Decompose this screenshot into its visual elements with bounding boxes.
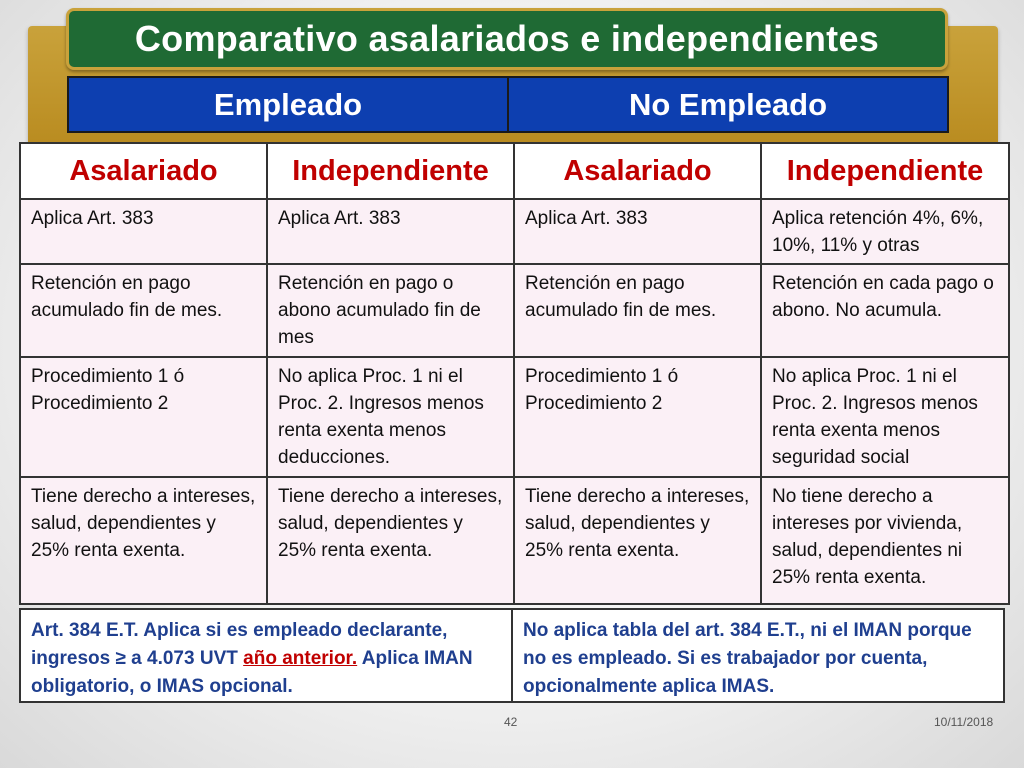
column-header-independiente-empleado: Independiente <box>267 143 514 199</box>
table-cell: No tiene derecho a intereses por vivienda, salud, dependientes ni 25% renta exenta. <box>761 477 1009 604</box>
page-number: 42 <box>504 715 518 729</box>
slide-date: 10/11/2018 <box>934 715 994 729</box>
table-cell: Aplica retención 4%, 6%, 10%, 11% y otras <box>761 199 1009 264</box>
table-row <box>20 199 1009 264</box>
table-cell: Retención en pago acumulado fin de mes. <box>20 264 267 357</box>
table-cell: Tiene derecho a intereses, salud, dependientes y 25% renta exenta. <box>20 477 267 604</box>
table-cell: Retención en pago o abono acumulado fin de mes <box>267 264 514 357</box>
note-empleado-text: Art. 384 E.T. Aplica si es empleado declarante, ingresos ≥ a 4.073 UVT <box>31 620 448 669</box>
table-cell: Aplica Art. 383 <box>267 199 514 264</box>
comparison-table <box>19 142 1010 605</box>
note-no-empleado: No aplica tabla del art. 384 E.T., ni el IMAN porque no es empleado. Si es trabajador por cuenta, opcionalmente aplica IMAS. <box>511 610 1003 701</box>
table-row <box>20 357 1009 477</box>
table-row <box>20 477 1009 604</box>
header-no-empleado: No Empleado <box>507 78 947 131</box>
header-empleado: Empleado <box>69 78 507 131</box>
table-cell: No aplica Proc. 1 ni el Proc. 2. Ingresos menos renta exenta menos deducciones. <box>267 357 514 477</box>
slide-title: Comparativo asalariados e independientes <box>66 8 948 70</box>
employment-header-row <box>67 76 949 133</box>
column-header-asalariado-no-empleado: Asalariado <box>514 143 761 199</box>
column-header-asalariado-empleado: Asalariado <box>20 143 267 199</box>
table-cell: Tiene derecho a intereses, salud, dependientes y 25% renta exenta. <box>514 477 761 604</box>
note-empleado-text-end: Aplica IMAN obligatorio, o IMAS opcional. <box>31 648 473 697</box>
table-cell: Aplica Art. 383 <box>20 199 267 264</box>
table-cell: Retención en cada pago o abono. No acumula. <box>761 264 1009 357</box>
table-cell: Tiene derecho a intereses, salud, dependientes y 25% renta exenta. <box>267 477 514 604</box>
table-cell: No aplica Proc. 1 ni el Proc. 2. Ingresos menos renta exenta menos seguridad social <box>761 357 1009 477</box>
note-empleado <box>21 610 511 701</box>
table-cell: Procedimiento 1 ó Procedimiento 2 <box>514 357 761 477</box>
table-cell: Aplica Art. 383 <box>514 199 761 264</box>
notes-box <box>19 608 1005 703</box>
column-header-independiente-no-empleado: Independiente <box>761 143 1009 199</box>
table-cell: Procedimiento 1 ó Procedimiento 2 <box>20 357 267 477</box>
table-row <box>20 264 1009 357</box>
column-header-row <box>20 143 1009 199</box>
note-empleado-highlight: año anterior. <box>243 648 358 669</box>
table-cell: Retención en pago acumulado fin de mes. <box>514 264 761 357</box>
